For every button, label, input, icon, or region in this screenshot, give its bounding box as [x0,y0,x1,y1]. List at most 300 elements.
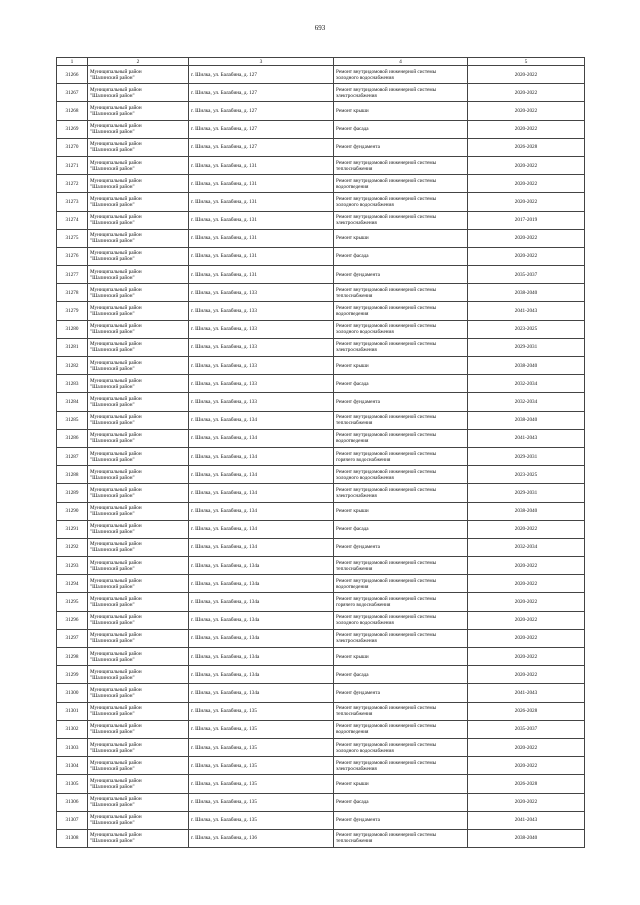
district-line: Муниципальный район [90,159,142,166]
address-cell: г. Шилка, ул. Балабина, д. 135 [189,702,334,720]
address-cell: г. Шилка, ул. Балабина, д. 131 [189,193,334,211]
row-number-cell: 31285 [57,411,88,429]
district-cell [88,284,189,302]
address-cell: г. Шилка, ул. Балабина, д. 127 [189,66,334,84]
work-type-line: Ремонт внутридомовой инженерной системы [336,86,437,93]
district-line: "Шалинский район" [90,129,135,136]
work-type-cell [334,357,468,375]
work-type-line: Ремонт крыши [336,508,369,515]
district-line: Муниципальный район [90,268,142,275]
work-type-line: водоотведения [336,311,369,318]
work-type-line: Ремонт внутридомовой инженерной системы [336,286,437,293]
work-type-cell [334,102,468,120]
row-number-cell: 31291 [57,520,88,538]
work-type-line: теплоснабжения [336,565,373,572]
address-cell: г. Шилка, ул. Балабина, д. 136 [189,829,334,847]
address-cell: г. Шилка, ул. Балабина, д. 135 [189,793,334,811]
work-type-line: электроснабжения [336,638,377,645]
district-line: Муниципальный район [90,450,142,457]
row-number-cell: 31268 [57,102,88,120]
period-cell: 2020-2022 [468,229,585,247]
work-type-cell [334,375,468,393]
table-row [57,102,585,120]
work-type-cell [334,575,468,593]
district-line: "Шалинский район" [90,220,135,227]
district-line: Муниципальный район [90,559,142,566]
work-type-line: Ремонт фасада [336,380,369,387]
district-line: "Шалинский район" [90,401,135,408]
district-line: Муниципальный район [90,705,142,712]
work-type-line: Ремонт внутридомовой инженерной системы [336,468,437,475]
table-row [57,375,585,393]
work-type-line: Ремонт внутридомовой инженерной системы [336,195,437,202]
address-cell: г. Шилка, ул. Балабина, д. 134 [189,411,334,429]
district-cell [88,538,189,556]
table-row [57,484,585,502]
address-cell: г. Шилка, ул. Балабина, д. 135 [189,811,334,829]
address-cell: г. Шилка, ул. Балабина, д. 134а [189,611,334,629]
district-cell [88,829,189,847]
work-type-cell [334,120,468,138]
work-type-line: Ремонт внутридомовой инженерной системы [336,305,437,312]
district-line: "Шалинский район" [90,547,135,554]
table-row [57,411,585,429]
district-line: Муниципальный район [90,323,142,330]
work-type-cell [334,156,468,174]
period-cell: 2020-2022 [468,84,585,102]
table-row [57,284,585,302]
row-number-cell: 31296 [57,611,88,629]
row-number-cell: 31298 [57,648,88,666]
work-type-line: Ремонт внутридомовой инженерной системы [336,723,437,730]
table-row [57,320,585,338]
district-cell [88,211,189,229]
table-row [57,193,585,211]
work-type-line: электроснабжения [336,92,377,99]
period-cell: 2020-2022 [468,575,585,593]
work-type-line: Ремонт крыши [336,780,369,787]
work-type-cell [334,629,468,647]
table-row [57,84,585,102]
period-cell: 2038-2040 [468,829,585,847]
work-type-line: теплоснабжения [336,420,373,427]
work-type-cell [334,648,468,666]
district-line: Муниципальный район [90,505,142,512]
work-type-line: теплоснабжения [336,165,373,172]
work-type-line: Ремонт крыши [336,107,369,114]
district-cell [88,120,189,138]
period-cell: 2035-2037 [468,720,585,738]
work-type-line: Ремонт внутридомовой инженерной системы [336,414,437,421]
address-cell: г. Шилка, ул. Балабина, д. 134а [189,629,334,647]
district-line: "Шалинский район" [90,311,135,318]
district-line: Муниципальный район [90,177,142,184]
table-body [57,58,585,848]
work-type-line: Ремонт внутридомовой инженерной системы [336,323,437,330]
work-type-cell [334,247,468,265]
period-cell: 2020-2022 [468,593,585,611]
period-cell: 2038-2040 [468,284,585,302]
work-type-cell [334,338,468,356]
district-line: Муниципальный район [90,577,142,584]
table-row [57,738,585,756]
district-cell [88,629,189,647]
table-row [57,156,585,174]
row-number-cell: 31299 [57,666,88,684]
period-cell: 2041-2043 [468,302,585,320]
work-type-line: водоотведения [336,438,369,445]
work-type-cell [334,175,468,193]
address-cell: г. Шилка, ул. Балабина, д. 135 [189,757,334,775]
address-cell: г. Шилка, ул. Балабина, д. 134а [189,666,334,684]
district-cell [88,193,189,211]
district-line: Муниципальный район [90,68,142,75]
table-row [57,629,585,647]
row-number-cell: 31294 [57,575,88,593]
district-line: Муниципальный район [90,359,142,366]
period-cell: 2023-2025 [468,466,585,484]
table-row [57,66,585,84]
period-cell: 2020-2022 [468,557,585,575]
row-number-cell: 31306 [57,793,88,811]
period-cell: 2038-2040 [468,502,585,520]
column-header: 4 [334,58,468,66]
table-row [57,266,585,284]
district-line: Муниципальный район [90,832,142,839]
address-cell: г. Шилка, ул. Балабина, д. 131 [189,211,334,229]
row-number-cell: 31304 [57,757,88,775]
row-number-cell: 31307 [57,811,88,829]
district-line: Муниципальный район [90,232,142,239]
row-number-cell: 31302 [57,720,88,738]
district-line: Муниципальный район [90,541,142,548]
address-cell: г. Шилка, ул. Балабина, д. 133 [189,375,334,393]
district-line: Муниципальный район [90,341,142,348]
district-cell [88,156,189,174]
work-type-line: Ремонт внутридомовой инженерной системы [336,214,437,221]
period-cell: 2032-2034 [468,375,585,393]
work-type-line: Ремонт внутридомовой инженерной системы [336,759,437,766]
row-number-cell: 31308 [57,829,88,847]
row-number-cell: 31278 [57,284,88,302]
work-type-line: горячего водоснабжения [336,456,391,463]
work-type-cell [334,557,468,575]
row-number-cell: 31297 [57,629,88,647]
district-line: "Шалинский район" [90,165,135,172]
table-row [57,575,585,593]
table-row [57,648,585,666]
work-type-line: Ремонт крыши [336,362,369,369]
work-type-line: теплоснабжения [336,711,373,718]
work-type-line: Ремонт внутридомовой инженерной системы [336,432,437,439]
district-line: Муниципальный район [90,796,142,803]
work-type-line: Ремонт внутридомовой инженерной системы [336,341,437,348]
period-cell: 2020-2022 [468,66,585,84]
period-cell: 2038-2040 [468,357,585,375]
district-cell [88,502,189,520]
repair-schedule-table [56,57,585,848]
table-row [57,429,585,447]
row-number-cell: 31303 [57,738,88,756]
district-line: Муниципальный район [90,104,142,111]
district-cell [88,684,189,702]
district-line: "Шалинский район" [90,802,135,809]
district-line: Муниципальный район [90,668,142,675]
address-cell: г. Шилка, ул. Балабина, д. 134 [189,538,334,556]
district-line: "Шалинский район" [90,747,135,754]
district-line: "Шалинский район" [90,456,135,463]
work-type-line: Ремонт внутридомовой инженерной системы [336,577,437,584]
work-type-line: водоотведения [336,583,369,590]
district-line: "Шалинский район" [90,74,135,81]
row-number-cell: 31276 [57,247,88,265]
district-line: "Шалинский район" [90,529,135,536]
work-type-line: Ремонт фундамента [336,271,380,278]
district-line: "Шалинский район" [90,492,135,499]
period-cell: 2020-2022 [468,629,585,647]
address-cell: г. Шилка, ул. Балабина, д. 134 [189,447,334,465]
table-row [57,793,585,811]
work-type-line: Ремонт внутридомовой инженерной системы [336,68,437,75]
work-type-line: водоотведения [336,729,369,736]
work-type-line: электроснабжения [336,220,377,227]
period-cell: 2041-2043 [468,429,585,447]
district-cell [88,84,189,102]
period-cell: 2020-2022 [468,648,585,666]
district-cell [88,611,189,629]
district-line: Муниципальный район [90,214,142,221]
district-cell [88,302,189,320]
district-line: Муниципальный район [90,486,142,493]
work-type-line: Ремонт фундамента [336,544,380,551]
district-cell [88,466,189,484]
district-line: "Шалинский район" [90,292,135,299]
district-line: "Шалинский район" [90,365,135,372]
table-row [57,466,585,484]
district-cell [88,175,189,193]
work-type-line: Ремонт внутридомовой инженерной системы [336,450,437,457]
district-cell [88,357,189,375]
work-type-line: Ремонт фундамента [336,144,380,151]
period-cell: 2026-2028 [468,138,585,156]
row-number-cell: 31301 [57,702,88,720]
row-number-cell: 31269 [57,120,88,138]
work-type-line: водоотведения [336,183,369,190]
district-line: "Шалинский район" [90,783,135,790]
period-cell: 2041-2043 [468,684,585,702]
row-number-cell: 31290 [57,502,88,520]
address-cell: г. Шилка, ул. Балабина, д. 131 [189,156,334,174]
row-number-cell: 31267 [57,84,88,102]
district-line: Муниципальный район [90,814,142,821]
work-type-line: горячего водоснабжения [336,602,391,609]
table-row [57,138,585,156]
district-line: Муниципальный район [90,759,142,766]
work-type-cell [334,466,468,484]
row-number-cell: 31283 [57,375,88,393]
period-cell: 2020-2022 [468,175,585,193]
row-number-cell: 31288 [57,466,88,484]
work-type-line: Ремонт фасада [336,253,369,260]
district-line: Муниципальный район [90,632,142,639]
table-row [57,520,585,538]
work-type-cell [334,738,468,756]
work-type-cell [334,193,468,211]
address-cell: г. Шилка, ул. Балабина, д. 134а [189,575,334,593]
district-line: Муниципальный район [90,596,142,603]
district-cell [88,247,189,265]
table-row [57,684,585,702]
district-line: "Шалинский район" [90,674,135,681]
row-number-cell: 31273 [57,193,88,211]
table-row [57,502,585,520]
address-cell: г. Шилка, ул. Балабина, д. 134а [189,684,334,702]
district-cell [88,757,189,775]
district-line: "Шалинский район" [90,92,135,99]
district-line: "Шалинский район" [90,656,135,663]
district-cell [88,338,189,356]
table-row [57,811,585,829]
district-line: Муниципальный район [90,395,142,402]
district-line: Муниципальный район [90,777,142,784]
table-row [57,393,585,411]
address-cell: г. Шилка, ул. Балабина, д. 127 [189,120,334,138]
period-cell: 2023-2025 [468,320,585,338]
period-cell: 2029-2031 [468,484,585,502]
work-type-cell [334,684,468,702]
row-number-cell: 31282 [57,357,88,375]
page-number: 693 [314,24,326,32]
work-type-cell [334,411,468,429]
work-type-cell [334,393,468,411]
district-line: "Шалинский район" [90,256,135,263]
district-line: "Шалинский район" [90,711,135,718]
district-line: "Шалинский район" [90,201,135,208]
table-row [57,829,585,847]
district-cell [88,138,189,156]
district-cell [88,375,189,393]
address-cell: г. Шилка, ул. Балабина, д. 135 [189,738,334,756]
district-line: "Шалинский район" [90,620,135,627]
address-cell: г. Шилка, ул. Балабина, д. 131 [189,229,334,247]
row-number-cell: 31274 [57,211,88,229]
work-type-line: Ремонт внутридомовой инженерной системы [336,596,437,603]
work-type-cell [334,666,468,684]
table-row [57,538,585,556]
district-cell [88,720,189,738]
district-cell [88,738,189,756]
district-cell [88,775,189,793]
work-type-cell [334,775,468,793]
district-line: Муниципальный район [90,414,142,421]
work-type-cell [334,502,468,520]
address-cell: г. Шилка, ул. Балабина, д. 134 [189,484,334,502]
district-line: Муниципальный район [90,723,142,730]
table-row [57,302,585,320]
district-line: Муниципальный район [90,123,142,130]
work-type-line: Ремонт внутридомовой инженерной системы [336,177,437,184]
work-type-cell [334,720,468,738]
district-line: Муниципальный район [90,686,142,693]
district-line: "Шалинский район" [90,765,135,772]
work-type-line: Ремонт фасада [336,671,369,678]
row-number-cell: 31275 [57,229,88,247]
district-cell [88,484,189,502]
column-number-row [57,58,585,66]
work-type-line: Ремонт внутридомовой инженерной системы [336,486,437,493]
column-header: 3 [189,58,334,66]
district-line: Муниципальный район [90,650,142,657]
work-type-line: холодного водоснабжения [336,329,394,336]
district-line: "Шалинский район" [90,383,135,390]
table-row [57,229,585,247]
work-type-line: электроснабжения [336,492,377,499]
address-cell: г. Шилка, ул. Балабина, д. 135 [189,720,334,738]
district-line: Муниципальный район [90,286,142,293]
work-type-line: Ремонт внутридомовой инженерной системы [336,632,437,639]
work-type-cell [334,447,468,465]
period-cell: 2020-2022 [468,247,585,265]
address-cell: г. Шилка, ул. Балабина, д. 135 [189,775,334,793]
address-cell: г. Шилка, ул. Балабина, д. 127 [189,138,334,156]
work-type-line: холодного водоснабжения [336,620,394,627]
work-type-line: Ремонт внутридомовой инженерной системы [336,159,437,166]
work-type-line: Ремонт крыши [336,235,369,242]
district-line: Муниципальный район [90,523,142,530]
district-cell [88,702,189,720]
work-type-line: Ремонт крыши [336,653,369,660]
period-cell: 2020-2022 [468,520,585,538]
address-cell: г. Шилка, ул. Балабина, д. 133 [189,393,334,411]
work-type-cell [334,429,468,447]
period-cell: 2020-2022 [468,156,585,174]
period-cell: 2020-2022 [468,738,585,756]
address-cell: г. Шилка, ул. Балабина, д. 133 [189,284,334,302]
work-type-line: холодного водоснабжения [336,474,394,481]
district-line: Муниципальный район [90,86,142,93]
period-cell: 2020-2022 [468,102,585,120]
address-cell: г. Шилка, ул. Балабина, д. 127 [189,84,334,102]
row-number-cell: 31280 [57,320,88,338]
district-line: "Шалинский район" [90,347,135,354]
work-type-line: Ремонт внутридомовой инженерной системы [336,705,437,712]
row-number-cell: 31287 [57,447,88,465]
work-type-line: Ремонт внутридомовой инженерной системы [336,614,437,621]
work-type-line: холодного водоснабжения [336,747,394,754]
row-number-cell: 31289 [57,484,88,502]
work-type-cell [334,811,468,829]
work-type-cell [334,138,468,156]
work-type-line: теплоснабжения [336,838,373,845]
row-number-cell: 31300 [57,684,88,702]
district-cell [88,666,189,684]
period-cell: 2032-2034 [468,538,585,556]
period-cell: 2026-2028 [468,702,585,720]
table-row [57,666,585,684]
work-type-line: холодного водоснабжения [336,201,394,208]
district-cell [88,575,189,593]
work-type-cell [334,538,468,556]
table-row [57,611,585,629]
row-number-cell: 31284 [57,393,88,411]
district-line: "Шалинский район" [90,110,135,117]
work-type-line: электроснабжения [336,347,377,354]
work-type-line: электроснабжения [336,765,377,772]
address-cell: г. Шилка, ул. Балабина, д. 131 [189,175,334,193]
work-type-cell [334,211,468,229]
address-cell: г. Шилка, ул. Балабина, д. 134а [189,557,334,575]
district-line: "Шалинский район" [90,511,135,518]
